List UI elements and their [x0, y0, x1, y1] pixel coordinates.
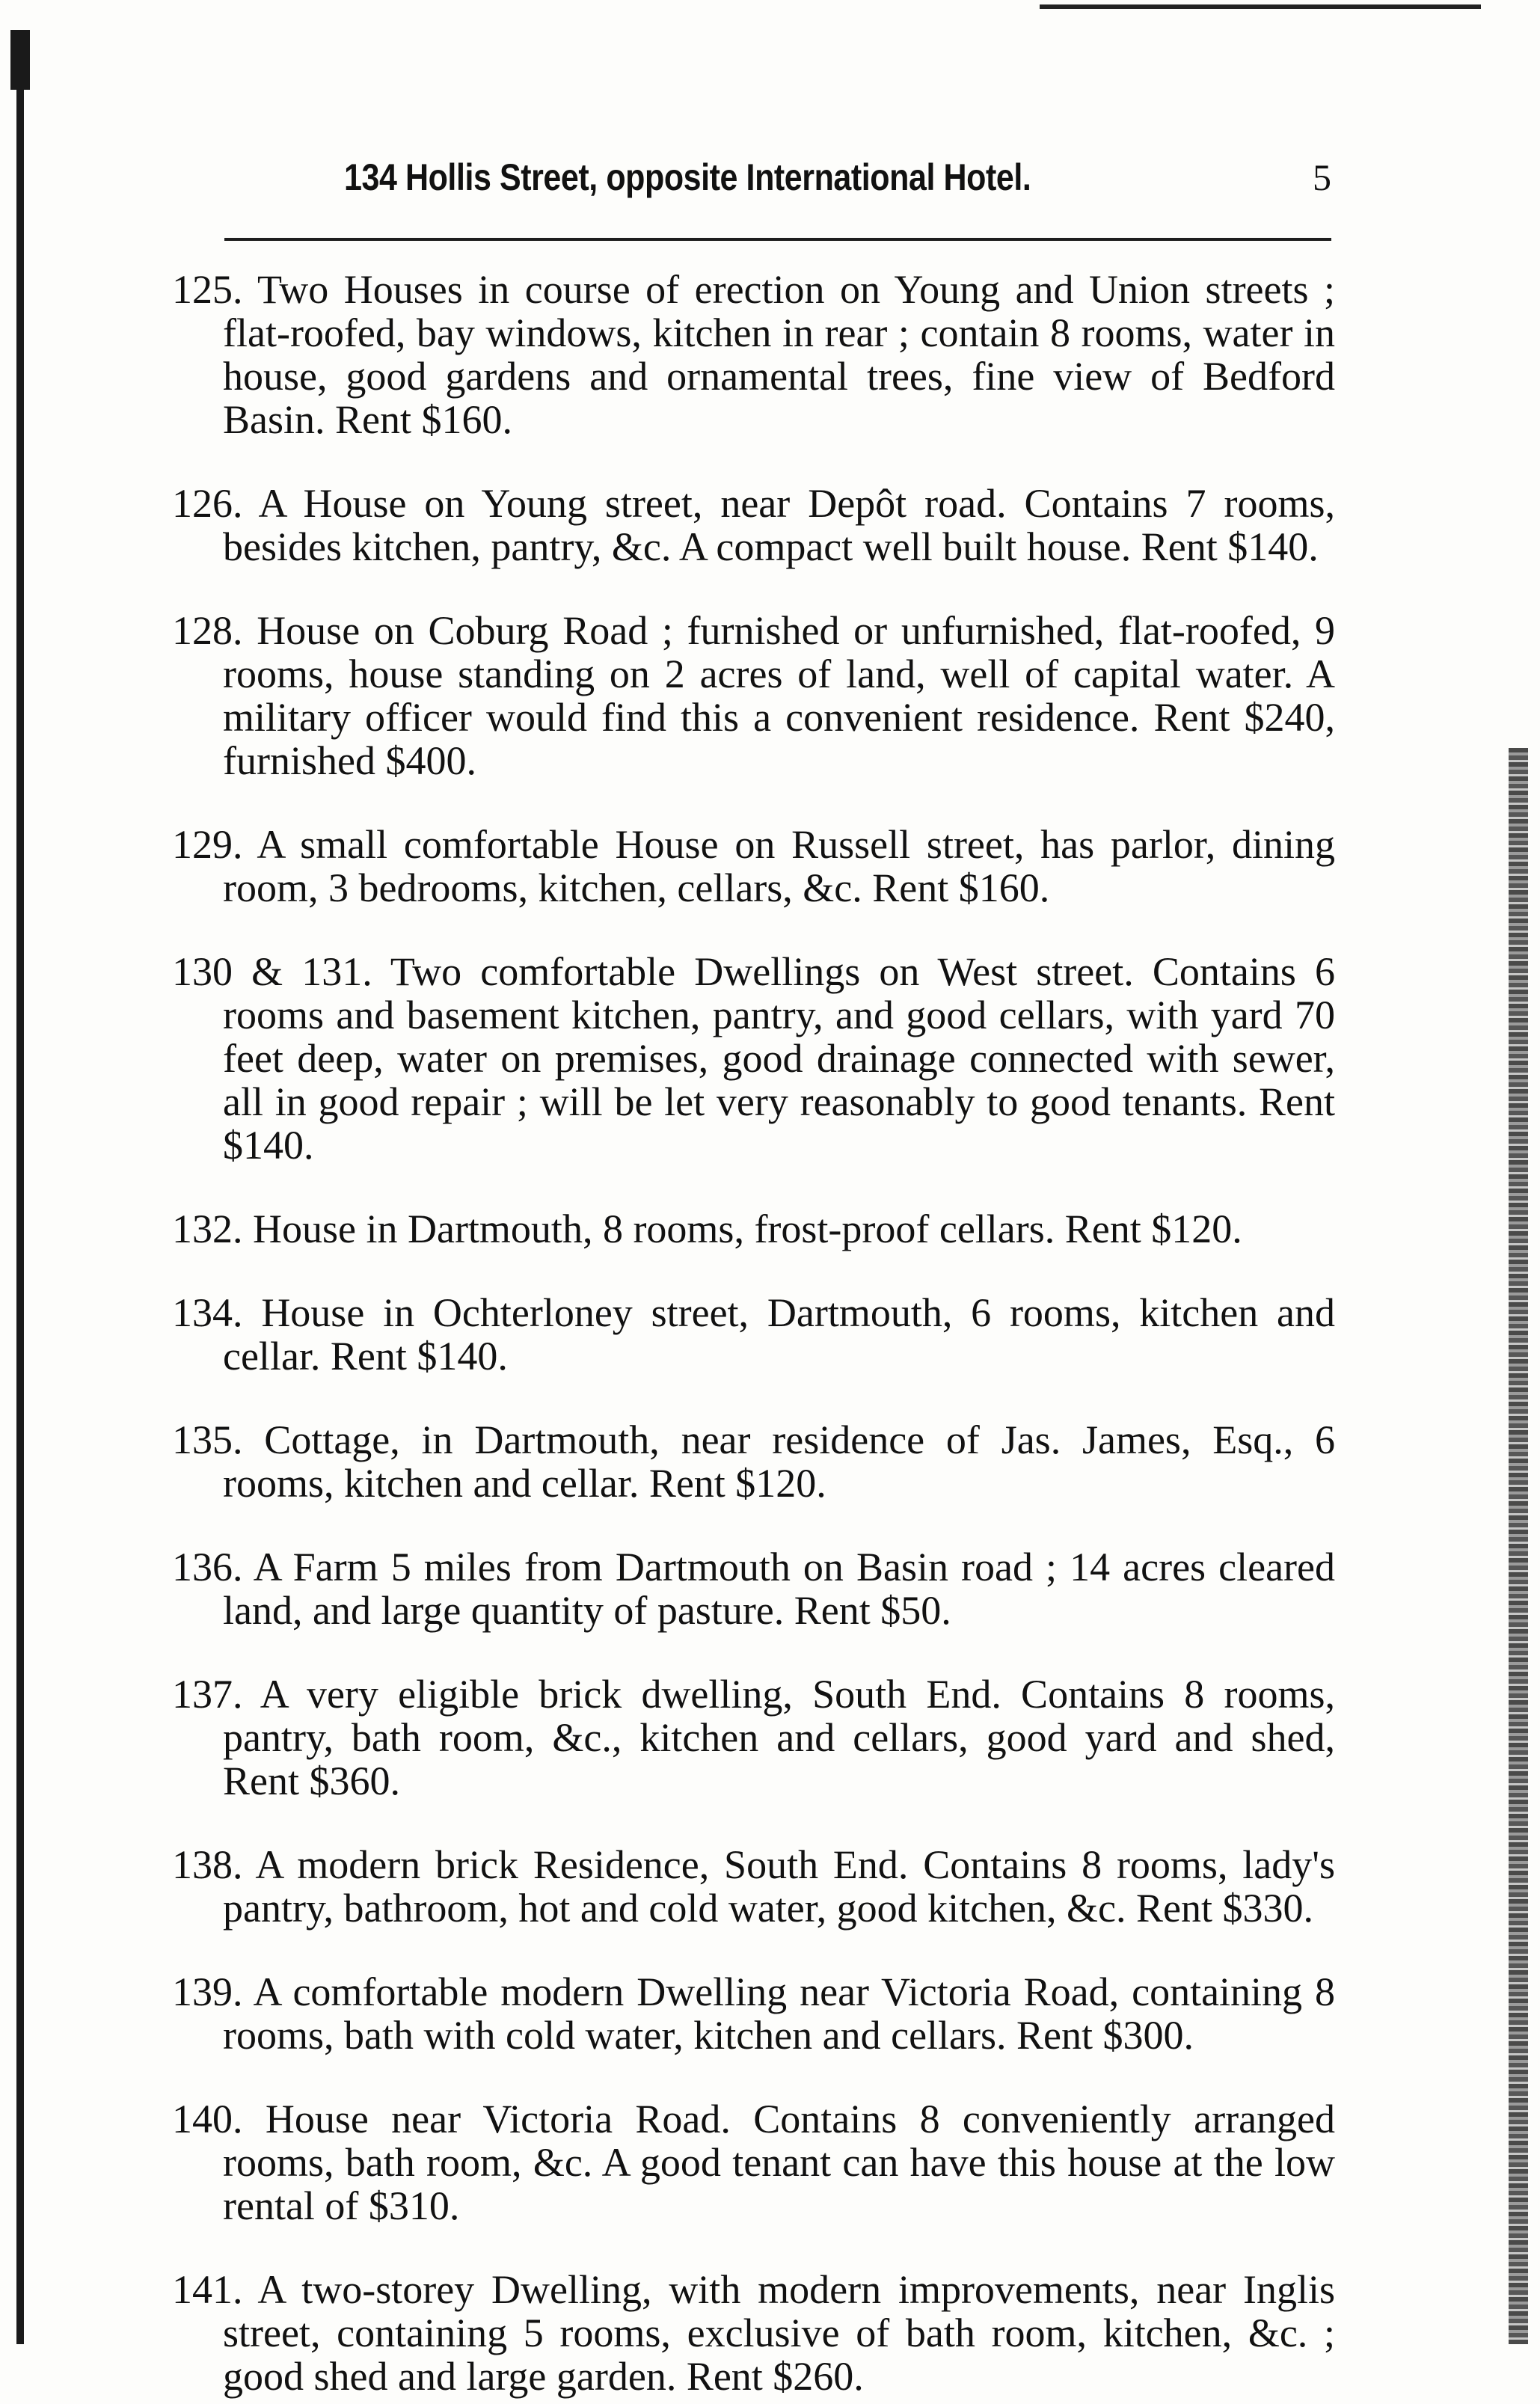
listing-number: 130 & 131.	[172, 949, 372, 994]
listing-text: A comfortable modern Dwelling near Victoria Road, containing 8 rooms, bath with cold water, kitchen and cellars. Rent $300.	[223, 1969, 1335, 2058]
listing-entry	[172, 2268, 1335, 2398]
listing-number: 126.	[172, 481, 243, 526]
listing-text: House near Victoria Road. Contains 8 conveniently arranged rooms, bath room, &c. A good tenant can have this house at the low rental of $310.	[223, 2097, 1335, 2228]
listing-number: 132.	[172, 1206, 243, 1251]
listing-entry	[172, 609, 1335, 782]
listing-text: House in Dartmouth, 8 rooms, frost-proof cellars. Rent $120.	[253, 1206, 1242, 1251]
listing-text: House in Ochterloney street, Dartmouth, 6 rooms, kitchen and cellar. Rent $140.	[223, 1290, 1335, 1379]
listing-entry	[172, 1672, 1335, 1803]
listing-number: 140.	[172, 2097, 243, 2141]
listing-text: A House on Young street, near Depôt road. Contains 7 rooms, besides kitchen, pantry, &c. A compact well built house. Rent $140.	[223, 481, 1335, 569]
running-head	[224, 156, 1331, 215]
header-divider	[224, 238, 1331, 241]
listing-number: 136.	[172, 1545, 243, 1589]
listing-number: 137.	[172, 1672, 243, 1717]
listing-entry	[172, 1418, 1335, 1505]
listing-entry	[172, 823, 1335, 910]
listing-text: A very eligible brick dwelling, South End. Contains 8 rooms, pantry, bath room, &c., kitchen and cellars, good yard and shed, Rent $360.	[223, 1672, 1335, 1803]
running-head-title: 134 Hollis Street, opposite International Hotel.	[344, 156, 1031, 198]
listing-number: 128.	[172, 608, 243, 653]
listing-entry	[172, 950, 1335, 1167]
listing-number: 138.	[172, 1842, 243, 1887]
listing-entry	[172, 1843, 1335, 1930]
listing-entry	[172, 482, 1335, 568]
page-number: 5	[1313, 156, 1331, 198]
listing-number: 135.	[172, 1417, 243, 1462]
listing-entry	[172, 1970, 1335, 2057]
listing-text: A two-storey Dwelling, with modern improvements, near Inglis street, containing 5 rooms, exclusive of bath room, kitchen, &c. ; good shed and large garden. Rent $260.	[223, 2267, 1335, 2399]
listing-number: 134.	[172, 1290, 243, 1335]
listing-number: 141.	[172, 2267, 243, 2312]
listing-number: 129.	[172, 822, 243, 867]
scan-top-rule	[1040, 4, 1481, 9]
scan-binding-edge	[16, 45, 24, 2344]
listing-text: A Farm 5 miles from Dartmouth on Basin road ; 14 acres cleared land, and large quantity of pasture. Rent $50.	[223, 1545, 1335, 1633]
listing-text: A modern brick Residence, South End. Contains 8 rooms, lady's pantry, bathroom, hot and cold water, good kitchen, &c. Rent $330.	[223, 1842, 1335, 1931]
listing-text: Two comfortable Dwellings on West street. Contains 6 rooms and basement kitchen, pantry, and good cellars, with yard 70 feet deep, water on premises, good drainage connected with sewer, all in good repair ; will be let very reasonably to good tenants. Rent $140.	[223, 949, 1335, 1168]
listing-number: 125.	[172, 267, 243, 312]
listing-entry	[172, 1291, 1335, 1378]
listings	[172, 268, 1335, 2404]
listing-text: Two Houses in course of erection on Young and Union streets ; flat-roofed, bay windows, kitchen in rear ; contain 8 rooms, water in house, good gardens and ornamental trees, fine view of Bedford Basin. Rent $160.	[223, 267, 1336, 442]
listing-entry	[172, 268, 1335, 441]
listing-text: A small comfortable House on Russell street, has parlor, dining room, 3 bedrooms, kitchen, cellars, &c. Rent $160.	[223, 822, 1335, 910]
listing-text: Cottage, in Dartmouth, near residence of Jas. James, Esq., 6 rooms, kitchen and cellar. Rent $120.	[223, 1417, 1336, 1506]
listing-text: House on Coburg Road ; furnished or unfurnished, flat-roofed, 9 rooms, house standing on 2 acres of land, well of capital water. A military officer would find this a convenient residence. Rent $240, furnished $400.	[223, 608, 1336, 783]
listing-number: 139.	[172, 1969, 243, 2014]
listing-entry	[172, 2097, 1335, 2227]
listing-entry	[172, 1207, 1335, 1251]
listing-entry	[172, 1545, 1335, 1632]
scan-page-edge	[1509, 748, 1528, 2344]
